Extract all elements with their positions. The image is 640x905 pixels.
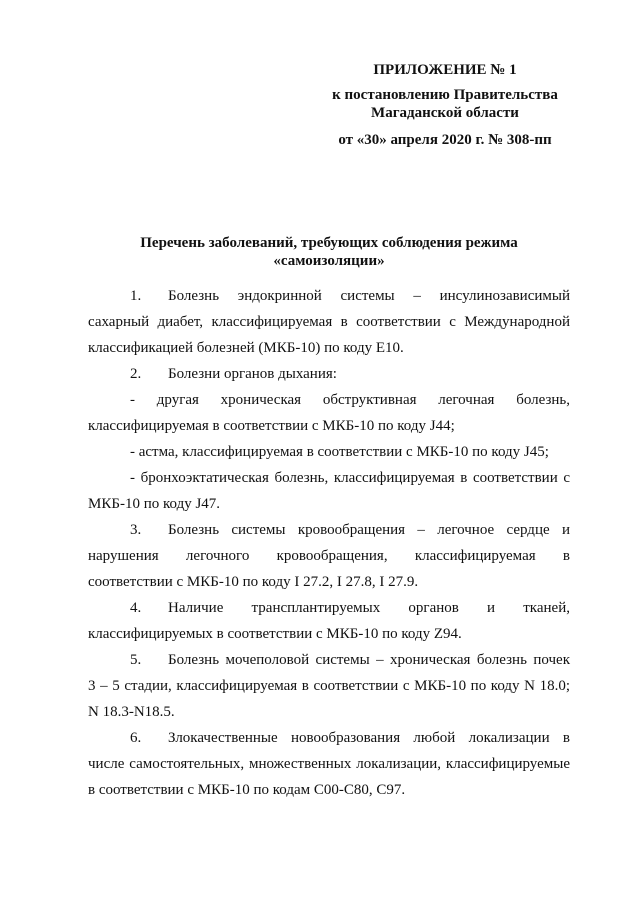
- sub-item: [88, 465, 570, 517]
- text-line: классифицируемых в соответствии с МКБ-10 по коду Z94.: [88, 626, 462, 642]
- list-item-5: [88, 647, 570, 725]
- list-item-6: [88, 725, 570, 803]
- resolution-reference-line: Магаданской области: [371, 105, 519, 121]
- list-item-3: [88, 517, 570, 595]
- item-text: Наличие трансплантируемых органов и тканей,: [168, 600, 570, 616]
- text-line: - другая хроническая обструктивная легочная болезнь,: [130, 392, 570, 408]
- text-line: [88, 647, 570, 673]
- text-line: N 18.3-N18.5.: [88, 704, 175, 720]
- item-text: Болезни органов дыхания:: [168, 366, 337, 382]
- text-line: [88, 517, 570, 543]
- sub-item: [88, 439, 570, 465]
- item-number: 3.: [130, 522, 142, 538]
- item-text: Болезнь мочеполовой системы – хроническая болезнь почек: [168, 652, 570, 668]
- text-line: 3 – 5 стадии, классифицируемая в соответствии с МКБ-10 по коду N 18.0;: [88, 678, 570, 694]
- text-line: в соответствии с МКБ-10 по кодам С00-С80, С97.: [88, 782, 406, 798]
- text-line: классификацией болезней (МКБ-10) по коду Е10.: [88, 340, 404, 356]
- text-line: [88, 595, 570, 621]
- text-line: [88, 283, 570, 309]
- text-line: - астма, классифицируемая в соответствии с МКБ-10 по коду J45;: [130, 444, 549, 460]
- item-text: Болезнь эндокринной системы – инсулинозависимый: [168, 288, 570, 304]
- text-line: числе самостоятельных, множественных локализации, классифицируемые: [88, 756, 570, 772]
- document-title: [88, 234, 570, 270]
- text-line: соответствии с МКБ-10 по коду I 27.2, I 27.8, I 27.9.: [88, 574, 419, 590]
- resolution-reference-line: к постановлению Правительства: [332, 87, 558, 103]
- item-number: 4.: [130, 600, 142, 616]
- list-item-1: [88, 283, 570, 361]
- text-line: МКБ-10 по коду J47.: [88, 496, 221, 512]
- text-line: классифицируемая в соответствии с МКБ-10 по коду J44;: [88, 418, 455, 434]
- appendix-header: [325, 61, 565, 149]
- title-line: «самоизоляции»: [273, 253, 385, 269]
- item-number: 2.: [130, 366, 142, 382]
- list-item-2: [88, 361, 570, 517]
- item-text: Злокачественные новообразования любой локализации в: [168, 730, 570, 746]
- text-line: нарушения легочного кровообращения, классифицируемая в: [88, 548, 570, 564]
- list-item-4: [88, 595, 570, 647]
- sub-item: [88, 387, 570, 439]
- text-line: [88, 361, 570, 387]
- title-line: Перечень заболеваний, требующих соблюдения режима: [140, 235, 518, 251]
- item-number: 6.: [130, 730, 142, 746]
- appendix-label: ПРИЛОЖЕНИЕ № 1: [373, 62, 517, 78]
- resolution-date-number: от «30» апреля 2020 г. № 308-пп: [338, 132, 552, 148]
- item-number: 5.: [130, 652, 142, 668]
- disease-list: [88, 283, 570, 803]
- text-line: [88, 725, 570, 751]
- text-line: сахарный диабет, классифицируемая в соответствии с Международной: [88, 314, 570, 330]
- item-number: 1.: [130, 288, 142, 304]
- item-text: Болезнь системы кровообращения – легочное сердце и: [168, 522, 570, 538]
- text-line: - бронхоэктатическая болезнь, классифицируемая в соответствии с: [130, 470, 570, 486]
